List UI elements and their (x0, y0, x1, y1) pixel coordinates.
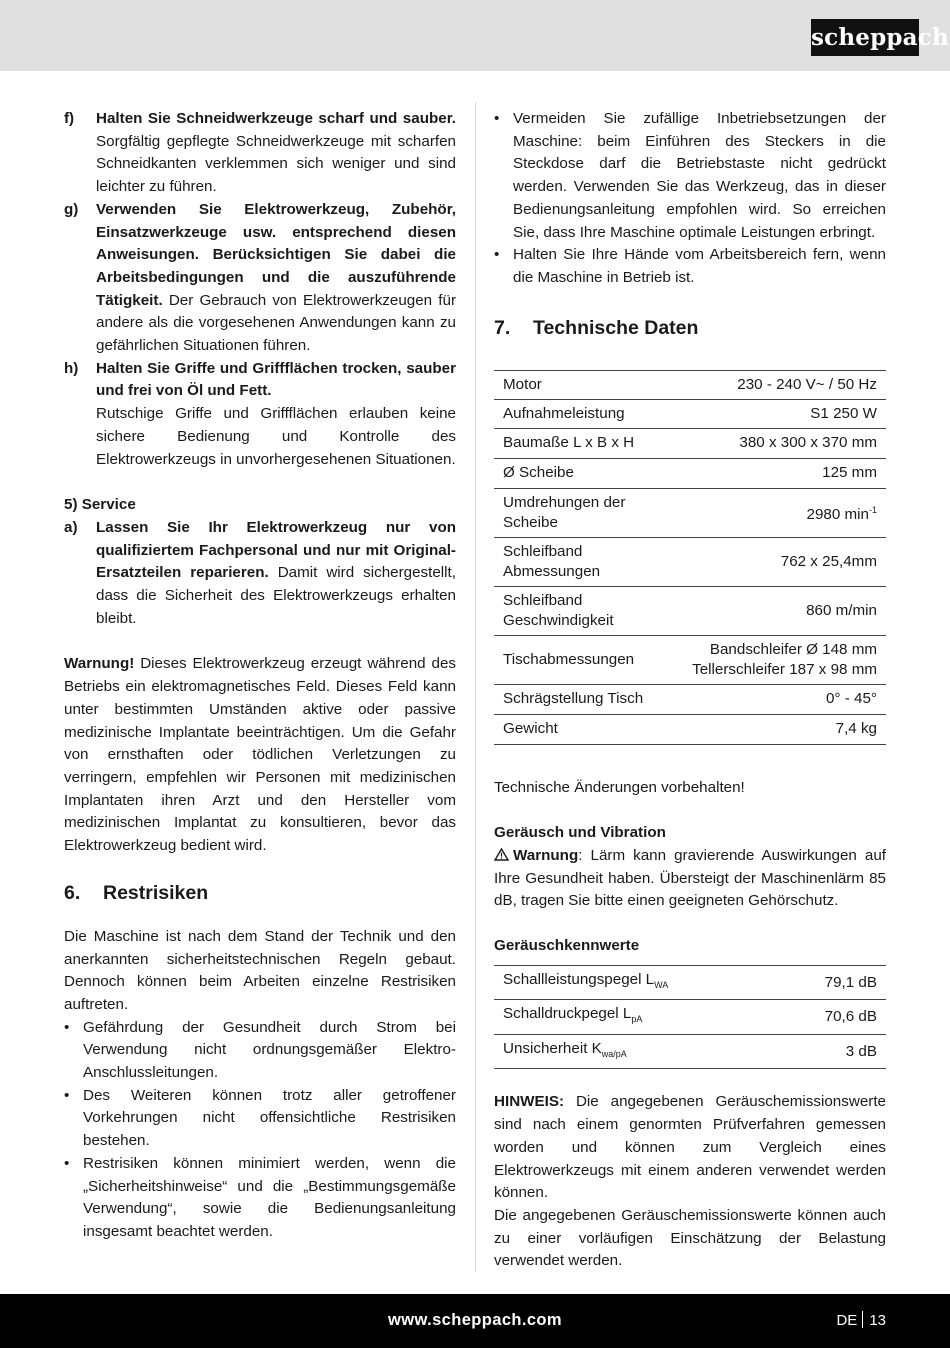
table-row: Umdrehungen der Scheibe 2980 $\min^{-1}$ (494, 488, 886, 537)
tech-note: Technische Änderungen vorbehalten! (494, 778, 745, 796)
list-item: • Gefährdung der Gesundheit durch Strom bei Verwendung nicht ordnungsgemäßer Elektro-Anschlussleitungen. (64, 1018, 456, 1082)
hinweis-note: HINWEIS: Die angegebenen Geräuschemissionswerte sind nach einem genormten Prüfverfahren gemessen worden und können zum Vergleich eines Elektrowerkzeugs mit einem anderen verwendet werden können. (494, 1093, 886, 1202)
list-item: • Restrisiken können minimiert werden, wenn die „Sicherheitshinweise“ und die „Bestimmungsgemäße Verwendung“, sowie die Bedienungsanleitung insgesamt beachtet werden. (64, 1154, 456, 1240)
left-column (64, 108, 456, 1244)
list-item-g: g) Verwenden Sie Elektrowerkzeug, Zubehör, Einsatzwerkzeuge usw. entsprechend diesen Anweisungen. Berücksichtigen Sie dabei die Arbeitsbedingungen und die auszuführende Tätigkeit. Der Gebrauch von Elektrowerkzeugen für andere als die vorgesehenen Anwendungen kann zu gefährlichen Situationen führen. (64, 200, 456, 355)
website-link[interactable]: www.scheppach.com (388, 1311, 562, 1329)
hinweis-note-2: Die angegebenen Geräuschemissionswerte können auch zu einer vorläufigen Einschätzung der Belastung verwendet werden. (494, 1206, 886, 1270)
table-row: Ø Scheibe 125 mm (494, 458, 886, 488)
list-item-h: h) Halten Sie Griffe und Griffflächen trocken, sauber und frei von Öl und Fett. Rutschige Griffe und Griffflächen erlauben keine sichere Bedienung und Kontrolle des Elektrowerkzeugs in unvorhergesehenen Situationen. (64, 359, 456, 468)
table-row: Gewicht 7,4 kg (494, 714, 886, 744)
emf-warning: Warnung! Dieses Elektrowerkzeug erzeugt während des Betriebs ein elektromagnetisches Feld. Dieses Feld kann unter bestimmten Umständen aktive oder passive medizinische Implantate beeinträchtigen. Um die Gefahr von ernsthaften oder tödlichen Verletzungen zu verringern, empfehlen wir Personen mit medizinischen Implantaten ihren Arzt und den Hersteller vom medizinischen Implantat zu konsultieren, bevor das Elektrowerkzeug bedient wird. (64, 655, 456, 855)
list-item-service-a: a) Lassen Sie Ihr Elektrowerkzeug nur von qualifiziertem Fachpersonal und nur mit Original-Ersatzteilen reparieren. Damit wird sichergestellt, dass die Sicherheit des Elektrowerkzeugs erhalten bleibt. (64, 518, 456, 627)
table-row: Schalldruckpegel $L_{pA}$ 70,6 dB (494, 1000, 886, 1035)
spec-table (494, 370, 886, 745)
service-heading: 5) Service (64, 496, 136, 514)
table-row: Schleifband Abmessungen 762 x 25,4mm (494, 537, 886, 586)
brand-logo: scheppach (811, 19, 919, 56)
list-item: • Vermeiden Sie zufällige Inbetriebsetzungen der Maschine: beim Einführen des Steckers in die Steckdose darf die Betriebstaste nicht gedrückt werden. Verwenden Sie das Werkzeug, das in dieser Bedienungsanleitung empfohlen wird. So erreichen Sie, dass Ihre Maschine optimale Leistungen erbringt. (494, 110, 886, 241)
table-row: Aufnahmeleistung S1 250 W (494, 399, 886, 428)
noise-values-heading: Geräuschkennwerte (494, 937, 640, 955)
table-row: Tischabmessungen Bandschleifer Ø 148 mm Tellerschleifer 187 x 98 mm (494, 635, 886, 684)
warning-triangle-icon (494, 848, 509, 861)
table-row: Schallleistungspegel $L_{WA}$ 79,1 dB (494, 965, 886, 1000)
list-item-f: f) Halten Sie Schneidwerkzeuge scharf und sauber. Sorgfältig gepflegte Schneidwerkzeuge mit scharfen Schneidkanten verklemmen sich weniger und sind leichter zu führen. (64, 110, 456, 196)
table-row: Motor 230 - 240 V~ / 50 Hz (494, 370, 886, 399)
right-column (494, 108, 886, 1273)
noise-heading: Geräusch und Vibration (494, 824, 666, 842)
table-row: Unsicherheit $K_{wa/pA}$ 3 dB (494, 1034, 886, 1069)
list-item: • Halten Sie Ihre Hände vom Arbeitsbereich fern, wenn die Maschine in Betrieb ist. (494, 246, 886, 286)
list-item: • Des Weiteren können trotz aller getroffener Vorkehrungen nicht offensichtliche Restrisiken bestehen. (64, 1086, 456, 1150)
table-row: Schleifband Geschwindigkeit 860 m/min (494, 586, 886, 635)
noise-table (494, 965, 886, 1070)
page-number: DE 13 (836, 1312, 886, 1329)
header-bar (0, 0, 950, 71)
table-row: Baumaße L x B x H 380 x 300 x 370 mm (494, 428, 886, 458)
section-7-heading: 7. Technische Daten (494, 316, 699, 339)
footer-bar (0, 1294, 950, 1348)
section-6-intro: Die Maschine ist nach dem Stand der Technik und den anerkannten sicherheitstechnischen Regeln gebaut. Dennoch können beim Arbeiten einzelne Restrisiken auftreten. (64, 927, 456, 1013)
table-row: Schrägstellung Tisch 0° - 45° (494, 684, 886, 714)
section-6-heading: 6. Restrisiken (64, 881, 209, 904)
noise-warning: Warnung: Lärm kann gravierende Auswirkungen auf Ihre Gesundheit haben. Übersteigt der Maschinenlärm 85 dB, tragen Sie bitte einen geeigneten Gehörschutz. (494, 847, 886, 910)
column-divider (475, 102, 476, 1272)
